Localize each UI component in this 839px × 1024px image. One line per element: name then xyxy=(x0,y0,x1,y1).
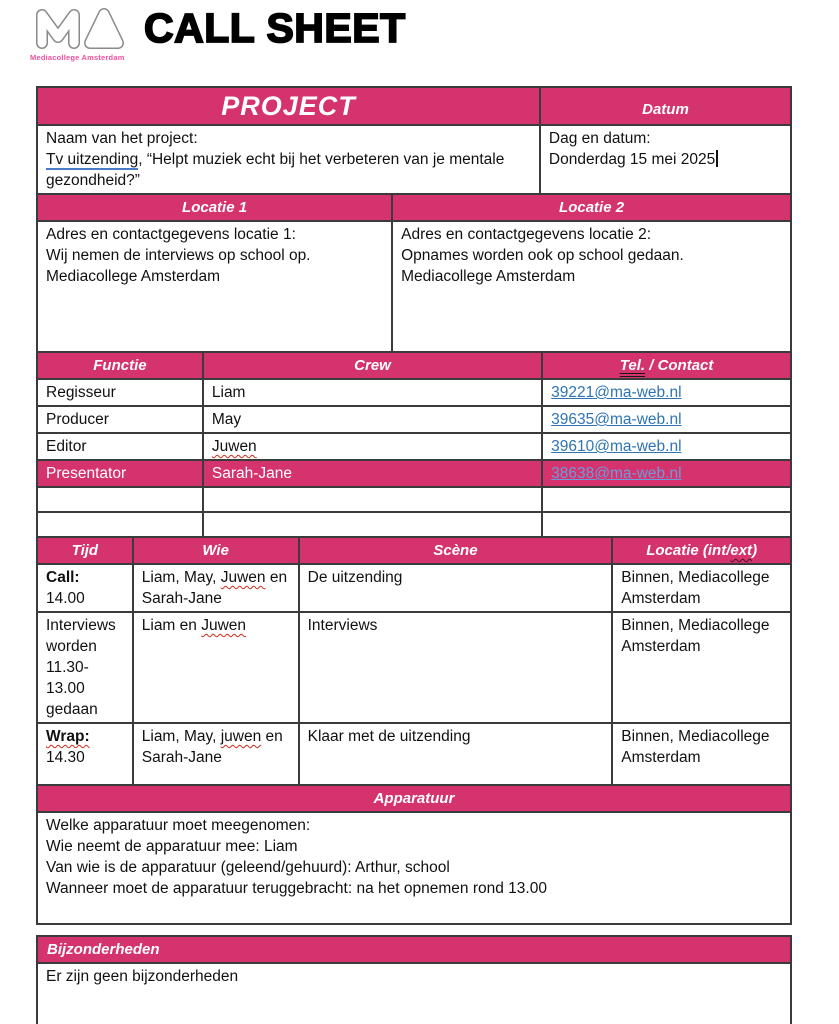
ma-logo-icon xyxy=(30,6,134,50)
schedule-row xyxy=(37,564,791,612)
locatie2-cell: Adres en contactgegevens locatie 2: Opnames worden ook op school gedaan. Mediacollege Amsterdam xyxy=(392,221,791,352)
locatie-cell: Binnen, Mediacollege Amsterdam xyxy=(612,723,791,785)
bijzonderheden-content-cell: Er zijn geen bijzonderheden xyxy=(37,963,791,1024)
schedule-row xyxy=(37,723,791,785)
scene-cell: Interviews xyxy=(299,612,613,723)
functie-header-cell: Functie xyxy=(37,352,203,379)
project-name-cell xyxy=(37,125,540,194)
page-title: CALL SHEET xyxy=(144,5,406,51)
functie-cell: Editor xyxy=(37,433,203,460)
mediacollege-logo xyxy=(30,6,134,62)
table-row-empty xyxy=(37,487,791,512)
scene-cell: De uitzending xyxy=(299,564,613,612)
functie-cell xyxy=(37,487,203,512)
contact-cell xyxy=(542,406,791,433)
functie-cell xyxy=(37,512,203,537)
table-row-empty xyxy=(37,512,791,537)
locatie2-header-cell xyxy=(392,194,791,221)
locatie1-header-label: Locatie 1 xyxy=(182,199,248,216)
tijd-cell: Wrap: 14.30 xyxy=(37,723,133,785)
email-link[interactable]: 39635@ma-web.nl xyxy=(551,411,682,428)
text-cursor xyxy=(716,150,718,167)
email-link[interactable]: 39610@ma-web.nl xyxy=(551,438,682,455)
email-link[interactable]: 38638@ma-web.nl xyxy=(551,465,682,482)
call-sheet-document xyxy=(36,86,792,1024)
project-name-underlined: Tv uitzending xyxy=(46,151,139,168)
date-value: Donderdag 15 mei 2025 xyxy=(549,149,782,170)
bijzonderheden-header-cell: Bijzonderheden xyxy=(37,936,791,963)
project-name-label: Naam van het project: xyxy=(46,130,198,147)
crew-name-cell xyxy=(203,487,542,512)
tijd-header-cell: Tijd xyxy=(37,537,133,564)
bijzonderheden-table xyxy=(36,935,792,1024)
location-table xyxy=(36,193,792,353)
wie-cell: Liam, May, juwen en Sarah-Jane xyxy=(133,723,299,785)
tel-contact-header-cell: Tel. / Contact xyxy=(542,352,791,379)
project-name-value: Tv uitzending, “Helpt muziek echt bij het verbeteren van je mentale gezondheid?” xyxy=(46,151,505,189)
apparatuur-header-cell: Apparatuur xyxy=(37,785,791,812)
contact-cell xyxy=(542,433,791,460)
date-label: Dag en datum: xyxy=(548,130,651,147)
project-header-cell xyxy=(37,87,540,125)
tijd-cell: Call: 14.00 xyxy=(37,564,133,612)
wie-cell: Liam en Juwen xyxy=(133,612,299,723)
brand-name: Mediacollege Amsterdam xyxy=(30,53,125,62)
wie-cell: Liam, May, Juwen en Sarah-Jane xyxy=(133,564,299,612)
email-link[interactable]: 39221@ma-web.nl xyxy=(551,384,682,401)
project-table xyxy=(36,86,792,195)
scene-cell: Klaar met de uitzending xyxy=(299,723,613,785)
table-row xyxy=(37,406,791,433)
crew-name-cell: Juwen xyxy=(203,433,542,460)
wie-header-cell: Wie xyxy=(133,537,299,564)
functie-cell: Regisseur xyxy=(37,379,203,406)
masthead xyxy=(30,6,406,62)
crew-name-cell: Liam xyxy=(203,379,542,406)
crew-name-cell: Sarah-Jane xyxy=(203,460,542,487)
tijd-cell: Interviews worden 11.30-13.00 gedaan xyxy=(37,612,133,723)
scene-header-cell: Scène xyxy=(299,537,613,564)
locatie-cell: Binnen, Mediacollege Amsterdam xyxy=(612,612,791,723)
crew-table xyxy=(36,351,792,538)
table-row xyxy=(37,433,791,460)
contact-cell xyxy=(542,487,791,512)
datum-header-cell xyxy=(540,87,791,125)
apparatuur-table xyxy=(36,784,792,925)
functie-cell: Presentator xyxy=(37,460,203,487)
section-gap xyxy=(36,925,792,935)
crew-name-cell: May xyxy=(203,406,542,433)
contact-cell xyxy=(542,512,791,537)
locatie2-header-label: Locatie 2 xyxy=(559,199,625,216)
crew-header-cell: Crew xyxy=(203,352,542,379)
project-header-label: PROJECT xyxy=(221,90,356,121)
datum-header-label: Datum xyxy=(642,101,689,118)
apparatuur-content-cell: Welke apparatuur moet meegenomen: Wie neemt de apparatuur mee: Liam Van wie is de apparatuur (geleend/gehuurd): Arthur, school Wanneer moet de apparatuur teruggebracht: na het opnemen rond 13.00 xyxy=(37,812,791,924)
locatie1-header-cell xyxy=(37,194,392,221)
schedule-table xyxy=(36,536,792,786)
functie-cell: Producer xyxy=(37,406,203,433)
contact-cell xyxy=(542,460,791,487)
crew-name-cell xyxy=(203,512,542,537)
locatie-cell: Binnen, Mediacollege Amsterdam xyxy=(612,564,791,612)
contact-cell xyxy=(542,379,791,406)
locatie1-cell: Adres en contactgegevens locatie 1: Wij nemen de interviews op school op. Mediacollege Amsterdam xyxy=(37,221,392,352)
locatie-header-cell: Locatie (int/ext) xyxy=(612,537,791,564)
table-row xyxy=(37,379,791,406)
schedule-row xyxy=(37,612,791,723)
date-cell xyxy=(540,125,791,194)
table-row-highlighted xyxy=(37,460,791,487)
